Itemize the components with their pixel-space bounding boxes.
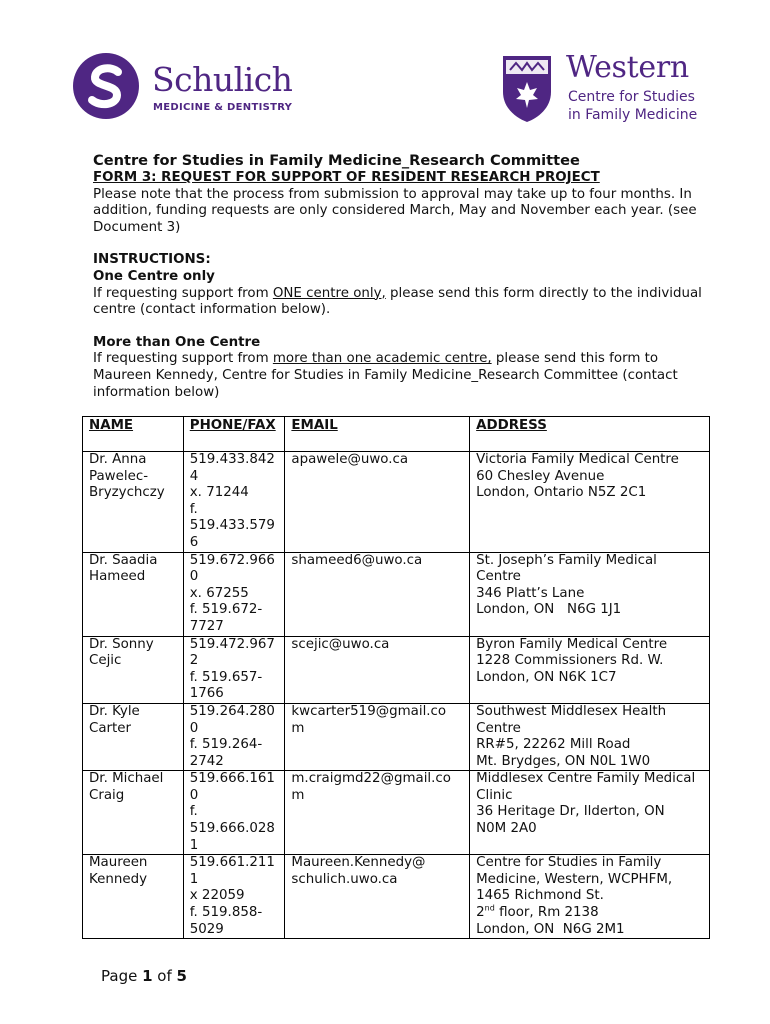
form-title: FORM 3: REQUEST FOR SUPPORT OF RESIDENT RESEARCH PROJECT <box>93 170 600 185</box>
contact-email: Maureen.Kennedy@ schulich.uwo.ca <box>285 855 470 939</box>
contact-email: m.craigmd22@gmail.co m <box>285 771 470 855</box>
contact-address: Victoria Family Medical Centre 60 Chesley Avenue London, Ontario N5Z 2C1 <box>470 452 710 553</box>
table-row <box>83 636 710 703</box>
table-row <box>83 552 710 636</box>
contact-name: Dr. Anna Pawelec- Bryzychczy <box>83 452 184 553</box>
table-row <box>83 771 710 855</box>
table-header-row <box>83 417 710 452</box>
one-centre-instructions: If requesting support from ONE centre only, please send this form directly to the individual centre (contact information below). <box>93 285 702 318</box>
contact-address: Centre for Studies in Family Medicine, Western, WCPHFM, 1465 Richmond St. 2nd floor, Rm 2138 London, ON N6G 2M1 <box>470 855 710 939</box>
contact-phone: 519.472.967 2 f. 519.657- 1766 <box>183 636 285 703</box>
contact-email: kwcarter519@gmail.co m <box>285 703 470 770</box>
contact-name: Dr. Michael Craig <box>83 771 184 855</box>
contact-name: Maureen Kennedy <box>83 855 184 939</box>
form-body <box>93 152 713 401</box>
western-logo <box>500 52 700 124</box>
contact-phone: 519.433.842 4 x. 71244 f. 519.433.579 6 <box>183 452 285 553</box>
instructions-heading: INSTRUCTIONS: <box>93 252 211 268</box>
more-centres-instructions: If requesting support from more than one academic centre, please send this form to Maureen Kennedy, Centre for Studies in Family Medicine_Research Committee (contact information below) <box>93 351 678 400</box>
western-logo-sub-2: in Family Medicine <box>568 107 698 123</box>
schulich-s-logo-icon <box>72 52 140 120</box>
one-centre-emphasis: ONE centre only, <box>272 285 386 301</box>
contact-phone: 519.661.211 1 x 22059 f. 519.858- 5029 <box>183 855 285 939</box>
table-row <box>83 452 710 553</box>
more-centres-heading: More than One Centre <box>93 334 261 350</box>
contact-address: Byron Family Medical Centre 1228 Commissioners Rd. W. London, ON N6K 1C7 <box>470 636 710 703</box>
contact-name: Dr. Saadia Hameed <box>83 552 184 636</box>
schulich-logo <box>72 52 302 124</box>
schulich-logo-name: Schulich <box>152 60 293 99</box>
table-row <box>83 855 710 939</box>
contact-name: Dr. Kyle Carter <box>83 703 184 770</box>
contact-email: shameed6@uwo.ca <box>285 552 470 636</box>
contact-address: St. Joseph’s Family Medical Centre 346 Platt’s Lane London, ON N6G 1J1 <box>470 552 710 636</box>
contact-table <box>82 416 710 939</box>
contact-address: Southwest Middlesex Health Centre RR#5, 22262 Mill Road Mt. Brydges, ON N0L 1W0 <box>470 703 710 770</box>
western-logo-name: Western <box>566 50 689 85</box>
contact-phone: 519.672.966 0 x. 67255 f. 519.672- 7727 <box>183 552 285 636</box>
contact-email: apawele@uwo.ca <box>285 452 470 553</box>
header-address: ADDRESS <box>470 417 710 452</box>
contact-address: Middlesex Centre Family Medical Clinic 36 Heritage Dr, Ilderton, ON N0M 2A0 <box>470 771 710 855</box>
western-crest-icon <box>500 52 554 124</box>
contact-email: scejic@uwo.ca <box>285 636 470 703</box>
processing-note: Please note that the process from submission to approval may take up to four months. In addition, funding requests are only considered March, May and November each year. (see Document 3) <box>93 186 697 235</box>
western-logo-sub-1: Centre for Studies <box>568 89 695 105</box>
contact-phone: 519.666.161 0 f. 519.666.028 1 <box>183 771 285 855</box>
table-row <box>83 703 710 770</box>
document-title: Centre for Studies in Family Medicine_Research Committee <box>93 152 580 169</box>
one-centre-heading: One Centre only <box>93 268 215 284</box>
contact-phone: 519.264.280 0 f. 519.264- 2742 <box>183 703 285 770</box>
schulich-logo-sub: MEDICINE & DENTISTRY <box>153 102 293 113</box>
header-phone-fax: PHONE/FAX <box>183 417 285 452</box>
more-centres-emphasis: more than one academic centre, <box>272 351 492 367</box>
page-number: Page 1 of 5 <box>101 967 187 985</box>
header-name: NAME <box>83 417 184 452</box>
contact-name: Dr. Sonny Cejic <box>83 636 184 703</box>
header-email: EMAIL <box>285 417 470 452</box>
